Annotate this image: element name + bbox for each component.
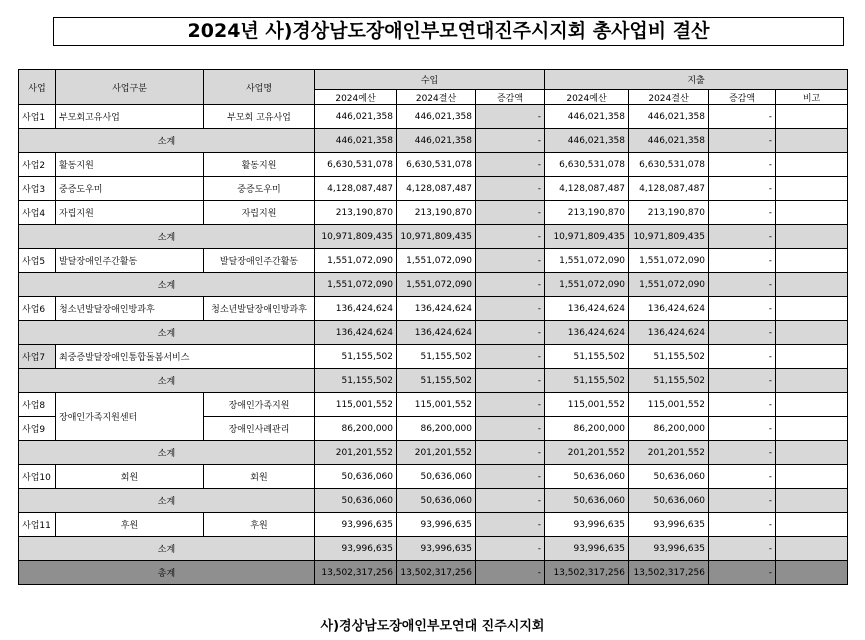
- expense-budget: 93,996,635: [545, 513, 629, 537]
- subtotal-income-settlement: 10,971,809,435: [397, 225, 476, 249]
- business-category: 청소년발달장애인방과후: [56, 297, 204, 321]
- income-budget: 50,636,060: [315, 465, 397, 489]
- expense-change: -: [709, 513, 776, 537]
- subtotal-label: 소계: [19, 273, 315, 297]
- total-label: 총계: [19, 561, 315, 585]
- income-settlement: 86,200,000: [397, 417, 476, 441]
- expense-change: -: [709, 297, 776, 321]
- income-settlement: 93,996,635: [397, 513, 476, 537]
- expense-settlement: 50,636,060: [629, 465, 709, 489]
- header-expense-budget: 2024예산: [545, 90, 629, 105]
- income-budget: 93,996,635: [315, 513, 397, 537]
- income-budget: 4,128,087,487: [315, 177, 397, 201]
- business-category: 중증도우미: [56, 177, 204, 201]
- note-cell: [776, 105, 848, 129]
- income-budget: 115,001,552: [315, 393, 397, 417]
- business-category: 부모회고유사업: [56, 105, 204, 129]
- income-budget: 136,424,624: [315, 297, 397, 321]
- expense-change: -: [709, 345, 776, 369]
- subtotal-row: [19, 129, 848, 153]
- subtotal-income-budget: 136,424,624: [315, 321, 397, 345]
- subtotal-income-settlement: 446,021,358: [397, 129, 476, 153]
- subtotal-expense-budget: 50,636,060: [545, 489, 629, 513]
- income-change: -: [476, 465, 545, 489]
- subtotal-expense-budget: 93,996,635: [545, 537, 629, 561]
- header-name: 사업명: [204, 70, 315, 105]
- expense-budget: 4,128,087,487: [545, 177, 629, 201]
- business-category: 자립지원: [56, 201, 204, 225]
- header-income-change: 증감액: [476, 90, 545, 105]
- document-title: 2024년 사)경상남도장애인부모연대진주시지회 총사업비 결산: [53, 17, 844, 46]
- income-budget: 51,155,502: [315, 345, 397, 369]
- table-row: [19, 465, 848, 489]
- note-cell: [776, 513, 848, 537]
- income-budget: 213,190,870: [315, 201, 397, 225]
- business-category: 최중증발달장애인통합돌봄서비스: [56, 345, 315, 369]
- income-budget: 446,021,358: [315, 105, 397, 129]
- header-income-budget: 2024예산: [315, 90, 397, 105]
- expense-settlement: 86,200,000: [629, 417, 709, 441]
- subtotal-expense-change: -: [709, 225, 776, 249]
- table-row: [19, 177, 848, 201]
- subtotal-income-change: -: [476, 321, 545, 345]
- subtotal-income-budget: 93,996,635: [315, 537, 397, 561]
- business-category: 장애인가족지원센터: [56, 393, 204, 441]
- income-change: -: [476, 297, 545, 321]
- subtotal-income-settlement: 1,551,072,090: [397, 273, 476, 297]
- subtotal-income-settlement: 136,424,624: [397, 321, 476, 345]
- expense-settlement: 446,021,358: [629, 105, 709, 129]
- total-expense-settlement: 13,502,317,256: [629, 561, 709, 585]
- business-code: 사업4: [19, 201, 56, 225]
- subtotal-expense-change: -: [709, 537, 776, 561]
- subtotal-expense-settlement: 51,155,502: [629, 369, 709, 393]
- subtotal-row: [19, 321, 848, 345]
- subtotal-label: 소계: [19, 321, 315, 345]
- income-change: -: [476, 153, 545, 177]
- subtotal-label: 소계: [19, 489, 315, 513]
- expense-budget: 50,636,060: [545, 465, 629, 489]
- total-income-settlement: 13,502,317,256: [397, 561, 476, 585]
- business-category: 활동지원: [56, 153, 204, 177]
- subtotal-label: 소계: [19, 441, 315, 465]
- subtotal-expense-budget: 1,551,072,090: [545, 273, 629, 297]
- subtotal-row: [19, 273, 848, 297]
- expense-settlement: 51,155,502: [629, 345, 709, 369]
- subtotal-income-settlement: 50,636,060: [397, 489, 476, 513]
- table-row: [19, 393, 848, 417]
- total-expense-budget: 13,502,317,256: [545, 561, 629, 585]
- subtotal-income-change: -: [476, 369, 545, 393]
- subtotal-note: [776, 489, 848, 513]
- business-code: 사업8: [19, 393, 56, 417]
- subtotal-expense-settlement: 1,551,072,090: [629, 273, 709, 297]
- note-cell: [776, 201, 848, 225]
- income-settlement: 115,001,552: [397, 393, 476, 417]
- income-change: -: [476, 393, 545, 417]
- subtotal-note: [776, 225, 848, 249]
- expense-settlement: 93,996,635: [629, 513, 709, 537]
- subtotal-income-budget: 51,155,502: [315, 369, 397, 393]
- subtotal-expense-change: -: [709, 489, 776, 513]
- income-change: -: [476, 177, 545, 201]
- subtotal-income-budget: 201,201,552: [315, 441, 397, 465]
- header-note: 비고: [776, 90, 848, 105]
- business-name: 부모회 고유사업: [204, 105, 315, 129]
- income-settlement: 6,630,531,078: [397, 153, 476, 177]
- subtotal-expense-change: -: [709, 129, 776, 153]
- header-expense: 지출: [545, 70, 848, 90]
- subtotal-expense-change: -: [709, 321, 776, 345]
- income-settlement: 4,128,087,487: [397, 177, 476, 201]
- subtotal-expense-settlement: 93,996,635: [629, 537, 709, 561]
- subtotal-row: [19, 489, 848, 513]
- subtotal-income-settlement: 51,155,502: [397, 369, 476, 393]
- subtotal-row: [19, 441, 848, 465]
- expense-settlement: 136,424,624: [629, 297, 709, 321]
- subtotal-note: [776, 441, 848, 465]
- note-cell: [776, 177, 848, 201]
- subtotal-expense-settlement: 201,201,552: [629, 441, 709, 465]
- business-name: 장애인가족지원: [204, 393, 315, 417]
- subtotal-note: [776, 537, 848, 561]
- expense-settlement: 6,630,531,078: [629, 153, 709, 177]
- subtotal-expense-budget: 51,155,502: [545, 369, 629, 393]
- subtotal-income-settlement: 201,201,552: [397, 441, 476, 465]
- subtotal-income-change: -: [476, 129, 545, 153]
- header-category: 사업구분: [56, 70, 204, 105]
- header-business: 사업: [19, 70, 56, 105]
- header-expense-change: 증감액: [709, 90, 776, 105]
- table-row: [19, 249, 848, 273]
- subtotal-income-budget: 50,636,060: [315, 489, 397, 513]
- subtotal-expense-change: -: [709, 273, 776, 297]
- table-row: [19, 297, 848, 321]
- subtotal-note: [776, 129, 848, 153]
- subtotal-expense-settlement: 10,971,809,435: [629, 225, 709, 249]
- income-settlement: 51,155,502: [397, 345, 476, 369]
- total-expense-change: -: [709, 561, 776, 585]
- expense-budget: 86,200,000: [545, 417, 629, 441]
- expense-budget: 115,001,552: [545, 393, 629, 417]
- business-code: 사업11: [19, 513, 56, 537]
- subtotal-label: 소계: [19, 369, 315, 393]
- subtotal-income-change: -: [476, 273, 545, 297]
- subtotal-income-budget: 446,021,358: [315, 129, 397, 153]
- note-cell: [776, 249, 848, 273]
- expense-change: -: [709, 465, 776, 489]
- total-income-budget: 13,502,317,256: [315, 561, 397, 585]
- subtotal-label: 소계: [19, 537, 315, 561]
- table-row: [19, 201, 848, 225]
- expense-budget: 446,021,358: [545, 105, 629, 129]
- income-change: -: [476, 201, 545, 225]
- expense-change: -: [709, 153, 776, 177]
- budget-table: [18, 69, 848, 585]
- business-name: 자립지원: [204, 201, 315, 225]
- subtotal-expense-settlement: 136,424,624: [629, 321, 709, 345]
- total-row: [19, 561, 848, 585]
- subtotal-income-budget: 10,971,809,435: [315, 225, 397, 249]
- subtotal-income-change: -: [476, 225, 545, 249]
- income-change: -: [476, 345, 545, 369]
- expense-change: -: [709, 393, 776, 417]
- income-change: -: [476, 105, 545, 129]
- business-code: 사업10: [19, 465, 56, 489]
- business-code: 사업7: [19, 345, 56, 369]
- income-change: -: [476, 249, 545, 273]
- table-row: [19, 345, 848, 369]
- subtotal-expense-settlement: 446,021,358: [629, 129, 709, 153]
- subtotal-note: [776, 321, 848, 345]
- subtotal-expense-budget: 136,424,624: [545, 321, 629, 345]
- income-budget: 6,630,531,078: [315, 153, 397, 177]
- expense-change: -: [709, 177, 776, 201]
- subtotal-income-settlement: 93,996,635: [397, 537, 476, 561]
- income-change: -: [476, 513, 545, 537]
- subtotal-row: [19, 225, 848, 249]
- income-budget: 86,200,000: [315, 417, 397, 441]
- business-code: 사업9: [19, 417, 56, 441]
- business-name: 장애인사례관리: [204, 417, 315, 441]
- subtotal-expense-budget: 446,021,358: [545, 129, 629, 153]
- note-cell: [776, 345, 848, 369]
- subtotal-income-change: -: [476, 489, 545, 513]
- subtotal-row: [19, 369, 848, 393]
- table-row: [19, 105, 848, 129]
- subtotal-label: 소계: [19, 225, 315, 249]
- business-code: 사업5: [19, 249, 56, 273]
- note-cell: [776, 465, 848, 489]
- expense-settlement: 213,190,870: [629, 201, 709, 225]
- subtotal-income-budget: 1,551,072,090: [315, 273, 397, 297]
- expense-budget: 6,630,531,078: [545, 153, 629, 177]
- expense-budget: 136,424,624: [545, 297, 629, 321]
- table-row: [19, 513, 848, 537]
- subtotal-income-change: -: [476, 537, 545, 561]
- total-note: [776, 561, 848, 585]
- income-change: -: [476, 417, 545, 441]
- expense-settlement: 4,128,087,487: [629, 177, 709, 201]
- expense-settlement: 1,551,072,090: [629, 249, 709, 273]
- business-code: 사업2: [19, 153, 56, 177]
- note-cell: [776, 153, 848, 177]
- subtotal-expense-budget: 10,971,809,435: [545, 225, 629, 249]
- business-category: 발달장애인주간활동: [56, 249, 204, 273]
- business-name: 활동지원: [204, 153, 315, 177]
- income-settlement: 446,021,358: [397, 105, 476, 129]
- subtotal-income-change: -: [476, 441, 545, 465]
- note-cell: [776, 297, 848, 321]
- table-row: [19, 153, 848, 177]
- business-name: 중증도우미: [204, 177, 315, 201]
- subtotal-expense-budget: 201,201,552: [545, 441, 629, 465]
- income-budget: 1,551,072,090: [315, 249, 397, 273]
- business-name: 청소년발달장애인방과후: [204, 297, 315, 321]
- business-code: 사업1: [19, 105, 56, 129]
- income-settlement: 50,636,060: [397, 465, 476, 489]
- total-income-change: -: [476, 561, 545, 585]
- income-settlement: 1,551,072,090: [397, 249, 476, 273]
- header-income: 수입: [315, 70, 545, 90]
- business-name: 회원: [204, 465, 315, 489]
- income-settlement: 136,424,624: [397, 297, 476, 321]
- header-expense-settlement: 2024결산: [629, 90, 709, 105]
- subtotal-expense-settlement: 50,636,060: [629, 489, 709, 513]
- subtotal-row: [19, 537, 848, 561]
- expense-settlement: 115,001,552: [629, 393, 709, 417]
- expense-budget: 1,551,072,090: [545, 249, 629, 273]
- organization-footer: 사)경상남도장애인부모연대 진주시지회: [320, 619, 545, 634]
- business-code: 사업6: [19, 297, 56, 321]
- expense-change: -: [709, 249, 776, 273]
- subtotal-label: 소계: [19, 129, 315, 153]
- subtotal-note: [776, 273, 848, 297]
- subtotal-expense-change: -: [709, 369, 776, 393]
- business-category: 후원: [56, 513, 204, 537]
- note-cell: [776, 417, 848, 441]
- expense-budget: 51,155,502: [545, 345, 629, 369]
- income-settlement: 213,190,870: [397, 201, 476, 225]
- expense-change: -: [709, 201, 776, 225]
- business-code: 사업3: [19, 177, 56, 201]
- header-income-settlement: 2024결산: [397, 90, 476, 105]
- expense-change: -: [709, 105, 776, 129]
- expense-budget: 213,190,870: [545, 201, 629, 225]
- subtotal-expense-change: -: [709, 441, 776, 465]
- business-name: 발달장애인주간활동: [204, 249, 315, 273]
- subtotal-note: [776, 369, 848, 393]
- business-name: 후원: [204, 513, 315, 537]
- note-cell: [776, 393, 848, 417]
- expense-change: -: [709, 417, 776, 441]
- business-category: 회원: [56, 465, 204, 489]
